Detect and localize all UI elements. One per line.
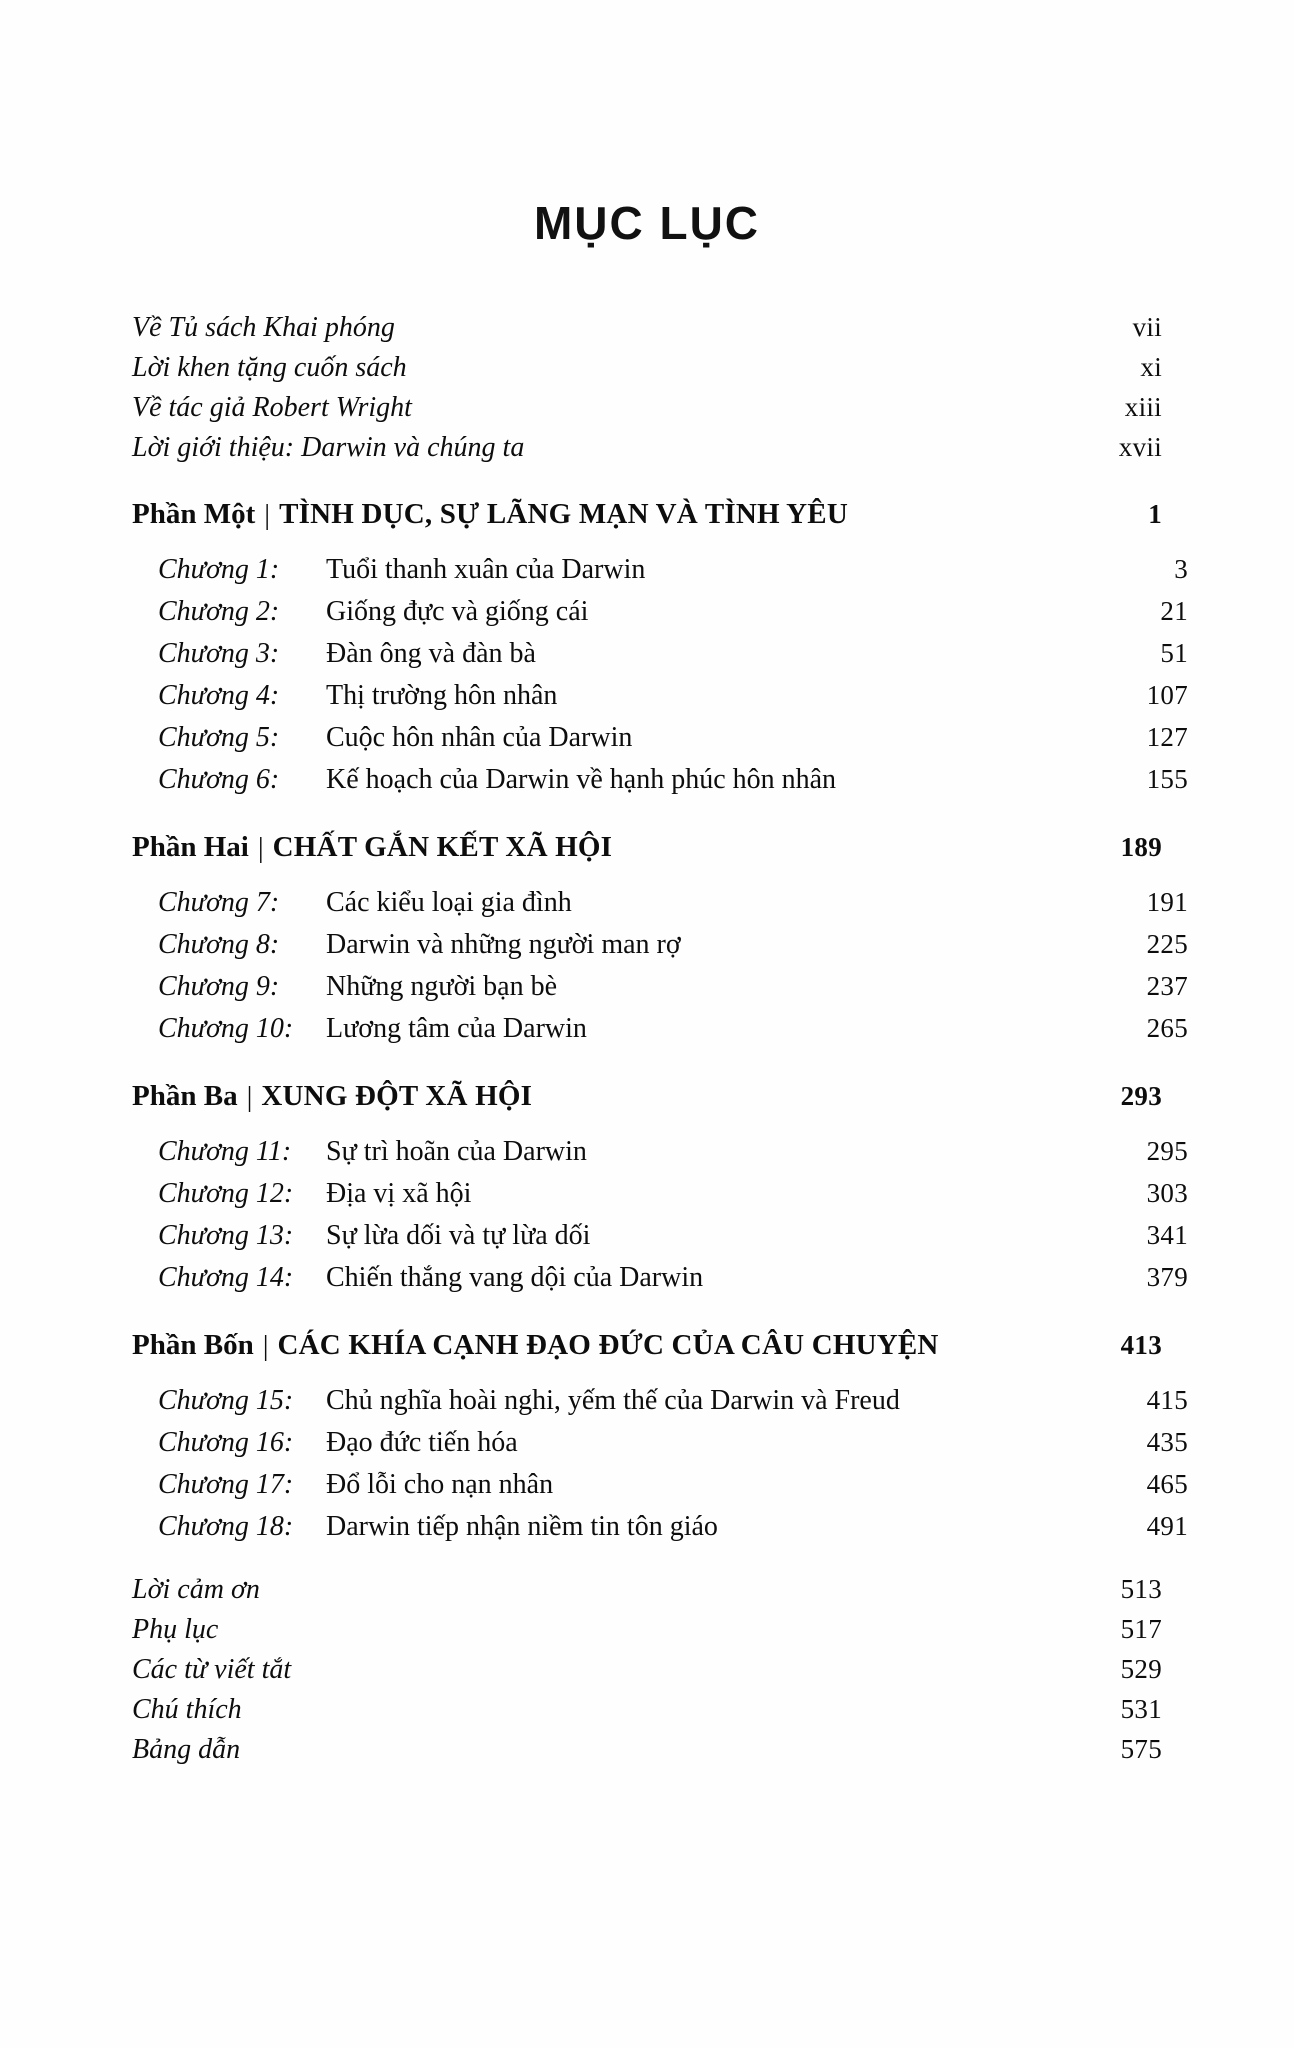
chapter-title: Kế hoạch của Darwin về hạnh phúc hôn nhân [326,764,837,795]
back-matter-entry[interactable] [132,1730,1162,1770]
chapter-entry[interactable] [132,1173,1188,1215]
chapter-number-label: Chương 16: [158,1427,294,1458]
part-heading[interactable] [132,490,1162,537]
chapter-title: Chiến thắng vang dội của Darwin [326,1262,704,1293]
part-page-number: 413 [1120,1330,1162,1360]
entry-page-number: 575 [1120,1734,1162,1764]
chapter-number-label: Chương 17: [158,1469,294,1500]
part-name: Phần Ba [132,1080,238,1112]
chapter-label-area [158,640,1096,668]
chapter-title: Đổ lỗi cho nạn nhân [326,1469,554,1500]
chapter-page-number: 465 [1146,1469,1188,1499]
chapter-entry[interactable] [132,717,1188,759]
chapter-label-area [158,973,1096,1001]
chapter-page-number: 51 [1160,638,1188,668]
entry-title: Về Tủ sách Khai phóng [132,312,395,343]
chapter-entry[interactable] [132,1131,1188,1173]
chapter-page-number: 341 [1146,1220,1188,1250]
chapter-page-number: 435 [1146,1427,1188,1457]
chapter-entry[interactable] [132,966,1188,1008]
chapter-number-label: Chương 9: [158,971,280,1002]
toc-content [132,246,1188,1770]
entry-page-number: 531 [1120,1694,1162,1724]
entry-page-number: 513 [1120,1574,1162,1604]
chapter-number-label: Chương 4: [158,680,280,711]
entry-page-number: vii [1132,312,1162,342]
chapter-entry[interactable] [132,1422,1188,1464]
part-separator: | [246,1081,253,1113]
chapter-number-label: Chương 1: [158,554,280,585]
chapter-page-number: 491 [1146,1511,1188,1541]
part-name: Phần Bốn [132,1329,254,1361]
chapter-title: Giống đực và giống cái [326,596,589,627]
entry-page-number: 529 [1120,1654,1162,1684]
entry-label-area [132,394,1070,422]
chapter-page-number: 107 [1146,680,1188,710]
entry-title: Lời giới thiệu: Darwin và chúng ta [132,432,525,463]
chapter-number-label: Chương 15: [158,1385,294,1416]
back-matter-entry[interactable] [132,1610,1162,1650]
entry-title: Bảng dẫn [132,1734,241,1765]
part-heading[interactable] [132,823,1162,870]
chapter-number-label: Chương 12: [158,1178,294,1209]
chapter-page-number: 237 [1146,971,1188,1001]
part-page-number: 1 [1148,499,1162,529]
chapter-page-number: 303 [1146,1178,1188,1208]
chapter-title: Lương tâm của Darwin [326,1013,587,1044]
entry-title: Về tác giả Robert Wright [132,392,412,423]
part-heading[interactable] [132,1072,1162,1119]
entry-label-area [132,434,1070,462]
chapter-label-area [158,556,1096,584]
chapter-page-number: 21 [1160,596,1188,626]
chapter-label-area [158,931,1096,959]
entry-label-area [132,1736,1070,1764]
entry-title: Lời khen tặng cuốn sách [132,352,407,383]
chapter-page-number: 415 [1146,1385,1188,1415]
chapter-number-label: Chương 5: [158,722,280,753]
chapter-number-label: Chương 6: [158,764,280,795]
back-matter-section [132,1570,1162,1770]
chapter-page-number: 3 [1174,554,1188,584]
part-title: CÁC KHÍA CẠNH ĐẠO ĐỨC CỦA CÂU CHUYỆN [277,1329,939,1361]
chapter-label-area [158,766,1096,794]
chapter-title: Các kiểu loại gia đình [326,887,572,918]
chapter-number-label: Chương 8: [158,929,280,960]
back-matter-entry[interactable] [132,1570,1162,1610]
chapter-number-label: Chương 3: [158,638,280,669]
chapter-number-label: Chương 14: [158,1262,294,1293]
chapter-number-label: Chương 18: [158,1511,294,1542]
chapter-entry[interactable] [132,675,1188,717]
chapter-entry[interactable] [132,1008,1188,1050]
chapter-title: Đàn ông và đàn bà [326,638,536,669]
chapter-label-area [158,682,1096,710]
chapter-title: Địa vị xã hội [326,1178,472,1209]
chapter-entry[interactable] [132,1215,1188,1257]
chapter-entry[interactable] [132,1257,1188,1299]
chapter-title: Thị trường hôn nhân [326,680,558,711]
chapter-label-area [158,1264,1096,1292]
chapter-number-label: Chương 13: [158,1220,294,1251]
chapter-label-area [158,1387,1096,1415]
part-page-number: 293 [1120,1081,1162,1111]
chapter-page-number: 295 [1146,1136,1188,1166]
chapter-page-number: 379 [1146,1262,1188,1292]
part-name: Phần Một [132,498,256,530]
parts-section [132,490,1188,1548]
entry-label-area [132,1576,1070,1604]
chapter-group [132,1131,1188,1299]
entry-label-area [132,1656,1070,1684]
chapter-entry[interactable] [132,924,1188,966]
part-label-area [132,833,1070,862]
front-matter-entry[interactable] [132,308,1162,348]
chapter-number-label: Chương 2: [158,596,280,627]
entry-label-area [132,354,1070,382]
chapter-page-number: 155 [1146,764,1188,794]
entry-label-area [132,1616,1070,1644]
chapter-title: Sự trì hoãn của Darwin [326,1136,587,1167]
chapter-group [132,882,1188,1050]
chapter-label-area [158,1222,1096,1250]
entry-label-area [132,314,1070,342]
front-matter-entry[interactable] [132,388,1162,428]
chapter-title: Sự lừa dối và tự lừa dối [326,1220,591,1251]
part-label-area [132,1331,1070,1360]
chapter-entry[interactable] [132,633,1188,675]
back-matter-entry[interactable] [132,1650,1162,1690]
chapter-label-area [158,1513,1096,1541]
part-title: TÌNH DỤC, SỰ LÃNG MẠN VÀ TÌNH YÊU [279,498,848,530]
entry-label-area [132,1696,1070,1724]
front-matter-section [132,308,1162,468]
part-name: Phần Hai [132,831,249,863]
chapter-entry[interactable] [132,759,1188,801]
chapter-label-area [158,1429,1096,1457]
chapter-page-number: 127 [1146,722,1188,752]
front-matter-entry[interactable] [132,428,1162,468]
chapter-title: Tuổi thanh xuân của Darwin [326,554,646,585]
chapter-label-area [158,598,1096,626]
chapter-entry[interactable] [132,1506,1188,1548]
part-label-area [132,500,1070,529]
chapter-label-area [158,1015,1096,1043]
front-matter-entry[interactable] [132,348,1162,388]
chapter-label-area [158,889,1096,917]
entry-title: Phụ lục [132,1614,219,1645]
chapter-title: Những người bạn bè [326,971,558,1002]
chapter-number-label: Chương 11: [158,1136,292,1167]
chapter-label-area [158,724,1096,752]
entry-title: Chú thích [132,1694,242,1725]
chapter-title: Darwin và những người man rợ [326,929,681,960]
chapter-label-area [158,1471,1096,1499]
page-title: MỤC LỤC [533,197,761,249]
chapter-entry[interactable] [132,549,1188,591]
chapter-group [132,549,1188,801]
chapter-title: Cuộc hôn nhân của Darwin [326,722,633,753]
chapter-entry[interactable] [132,882,1188,924]
chapter-entry[interactable] [132,1464,1188,1506]
chapter-group [132,1380,1188,1548]
chapter-title: Chủ nghĩa hoài nghi, yếm thế của Darwin và Freud [326,1385,900,1416]
chapter-number-label: Chương 7: [158,887,280,918]
entry-page-number: xvii [1118,432,1162,462]
part-heading[interactable] [132,1321,1162,1368]
chapter-label-area [158,1138,1096,1166]
chapter-page-number: 265 [1146,1013,1188,1043]
part-label-area [132,1082,1070,1111]
entry-title: Các từ viết tắt [132,1654,292,1685]
chapter-title: Darwin tiếp nhận niềm tin tôn giáo [326,1511,718,1542]
chapter-label-area [158,1180,1096,1208]
part-separator: | [262,1330,269,1362]
part-separator: | [264,499,271,531]
chapter-title: Đạo đức tiến hóa [326,1427,518,1458]
part-page-number: 189 [1120,832,1162,862]
entry-title: Lời cảm ơn [132,1574,260,1605]
part-title: XUNG ĐỘT XÃ HỘI [261,1080,533,1112]
chapter-page-number: 191 [1146,887,1188,917]
back-matter-entry[interactable] [132,1690,1162,1730]
entry-page-number: xi [1140,352,1162,382]
chapter-entry[interactable] [132,1380,1188,1422]
entry-page-number: xiii [1124,392,1162,422]
part-separator: | [257,832,264,864]
entry-page-number: 517 [1120,1614,1162,1644]
chapter-page-number: 225 [1146,929,1188,959]
chapter-entry[interactable] [132,591,1188,633]
part-title: CHẤT GẮN KẾT XÃ HỘI [272,831,613,863]
chapter-number-label: Chương 10: [158,1013,294,1044]
